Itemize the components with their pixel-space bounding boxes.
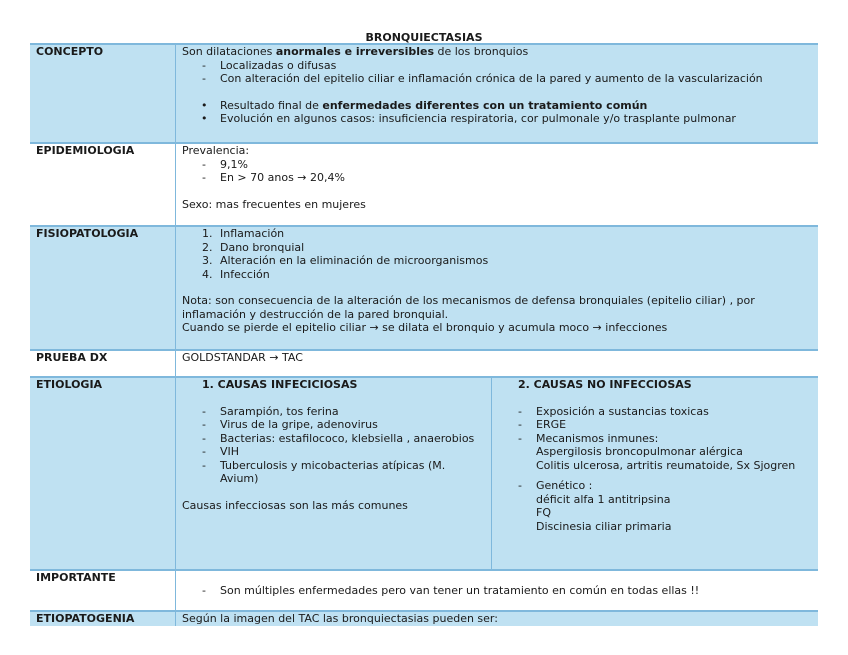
row-fisiopatologia	[30, 226, 818, 350]
list-item: 4. Infección	[202, 267, 270, 281]
list-item: • Evolución en algunos casos: insuficiencia respiratoria, cor pulmonale y/o trasplante pulmonar	[182, 112, 812, 126]
list-item: • Resultado final de enfermedades diferentes con un tratamiento común	[182, 99, 812, 113]
prueba-dx-text: GOLDSTANDAR → TAC	[182, 351, 303, 364]
content-prueba-dx	[176, 350, 819, 377]
list-item: - Localizadas o difusas	[182, 59, 812, 73]
nota-line: Nota: son consecuencia de la alteración de los mecanismos de defensa bronquiales (epitelio ciliar) , por	[182, 294, 755, 307]
row-etiopatogenia	[30, 611, 818, 626]
list-item: - VIH	[182, 445, 485, 459]
list-item: - Tuberculosis y micobacterias atípicas (M. Avium)	[182, 459, 485, 486]
content-importante	[176, 570, 819, 611]
label-epidemiologia: EPIDEMIOLOGIA	[30, 143, 176, 226]
row-importante	[30, 570, 818, 611]
row-prueba-dx	[30, 350, 818, 377]
label-concepto: CONCEPTO	[30, 44, 176, 143]
document-title: BRONQUIECTASIAS	[365, 31, 483, 44]
list-item: - Son múltiples enfermedades pero van tener un tratamiento en común en todas ellas !!	[182, 584, 812, 598]
nota-line: inflamación y destrucción de la pared bronquial.	[182, 307, 449, 321]
inmune-item: Aspergilosis broncopulmonar alérgica	[536, 445, 743, 458]
label-prueba-dx: PRUEBA DX	[30, 350, 176, 377]
causas-infecciosas-title: 1. CAUSAS INFECICIOSAS	[202, 378, 358, 391]
list-item: - Con alteración del epitelio ciliar e inflamación crónica de la pared y aumento de la vascularización	[182, 72, 812, 86]
inmune-item: Colitis ulcerosa, artritis reumatoide, Sx Sjogren	[536, 458, 796, 472]
content-fisiopatologia	[176, 226, 819, 350]
content-epidemiologia	[176, 143, 819, 226]
content-etiologia	[176, 377, 819, 570]
causas-no-infecciosas-title: 2. CAUSAS NO INFECCIOSAS	[518, 378, 692, 391]
sexo-text: Sexo: mas frecuentes en mujeres	[182, 197, 366, 211]
list-item: - Sarampión, tos ferina	[182, 405, 485, 419]
content-etiopatogenia	[176, 611, 819, 626]
label-etiopatogenia: ETIOPATOGENIA	[30, 611, 176, 626]
summary-table	[30, 43, 818, 626]
concepto-intro: Son dilataciones anormales e irreversibles de los bronquios	[182, 45, 529, 58]
list-item: - Virus de la gripe, adenovirus	[182, 418, 485, 432]
genetico-item: FQ	[536, 506, 551, 519]
label-importante: IMPORTANTE	[30, 570, 176, 611]
etiopatogenia-text: Según la imagen del TAC las bronquiectasias pueden ser:	[182, 612, 498, 625]
list-item: - En > 70 anos → 20,4%	[182, 171, 812, 185]
content-concepto	[176, 44, 819, 143]
genetico-item: déficit alfa 1 antitripsina	[536, 492, 671, 506]
list-item: - Bacterias: estafilococo, klebsiella , anaerobios	[182, 432, 485, 446]
list-item: - 9,1%	[182, 158, 812, 172]
list-item: - ERGE	[498, 418, 812, 432]
label-etiologia: ETIOLOGIA	[30, 377, 176, 570]
row-etiologia	[30, 377, 818, 570]
infecciosas-note: Causas infecciosas son las más comunes	[182, 498, 408, 512]
list-item: - Genético :	[498, 479, 812, 493]
causas-no-infecciosas	[492, 378, 818, 569]
list-item: - Mecanismos inmunes:	[498, 432, 812, 446]
list-item: 1. Inflamación	[202, 227, 285, 240]
row-epidemiologia	[30, 143, 818, 226]
row-concepto	[30, 44, 818, 143]
causas-infecciosas	[176, 378, 492, 569]
list-item: 2. Dano bronquial	[202, 240, 305, 254]
list-item: 3. Alteración en la eliminación de microorganismos	[202, 254, 489, 267]
genetico-item: Discinesia ciliar primaria	[536, 519, 672, 533]
list-item: - Exposición a sustancias toxicas	[498, 405, 812, 419]
prevalencia-label: Prevalencia:	[182, 144, 250, 157]
label-fisiopatologia: FISIOPATOLOGIA	[30, 226, 176, 350]
nota-line: Cuando se pierde el epitelio ciliar → se dilata el bronquio y acumula moco → infecciones	[182, 321, 668, 334]
